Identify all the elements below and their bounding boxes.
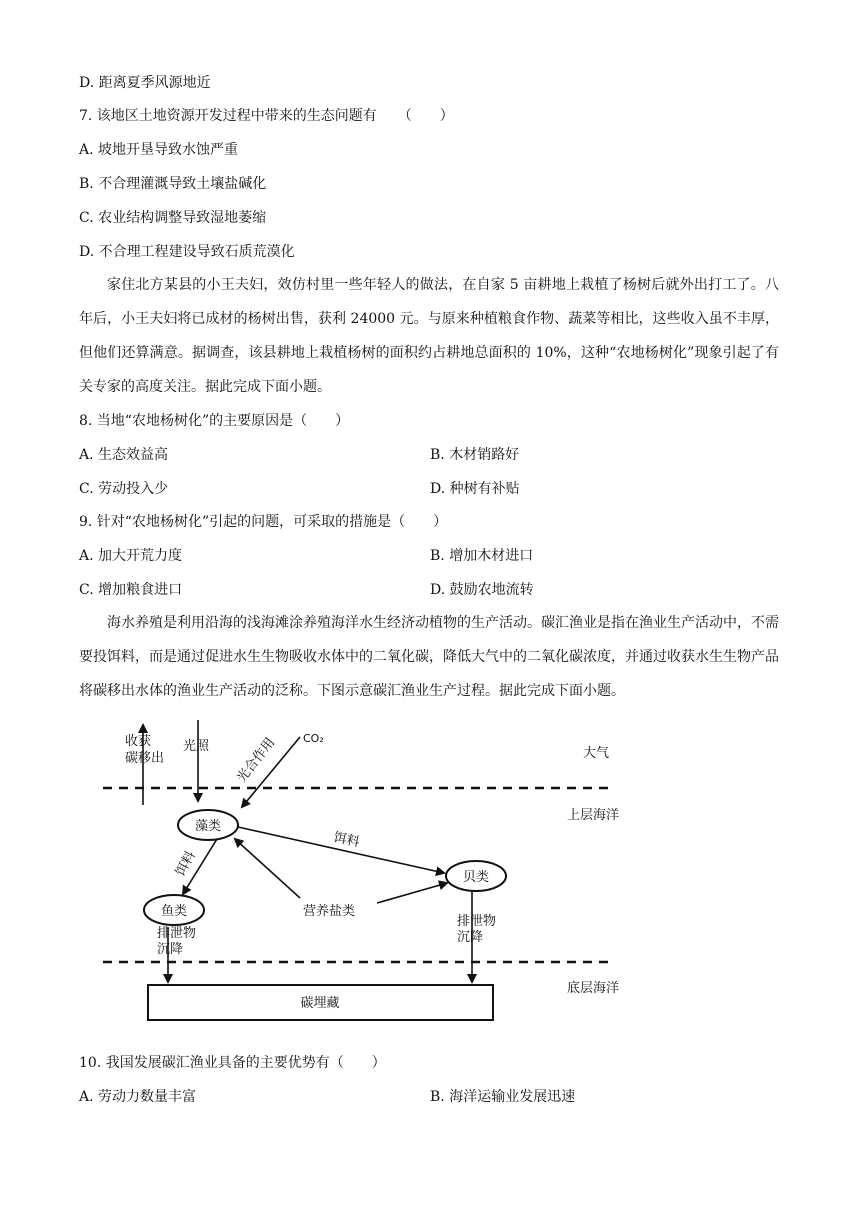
nutrients-label: 营养盐类	[303, 904, 356, 919]
shellfish-label: 贝类	[462, 870, 490, 885]
q9-option-b: B. 增加木材进口	[430, 548, 534, 564]
q10-option-b: B. 海洋运输业发展迅速	[430, 1089, 576, 1105]
feed-label-shellfish: 饵料	[332, 830, 361, 851]
passage-poplar: 家住北方某县的小王夫妇，效仿村里一些年轻人的做法，在自家 5 亩耕地上栽植了杨树后就外出打工了。八年后，小王夫妇将已成材的杨树出售，获利 24000 元。与原来种植粮食作物、蔬菜等相比，这些收入虽不丰厚，但他们还算满意。据调查，该县耕地上栽植杨树的面积约占耕地总面积的 10%，这种“农地杨树化”现象引起了有关专家的高度关注。据此完成下面小题。	[79, 277, 779, 395]
q10-option-a: A. 劳动力数量丰富	[79, 1089, 197, 1105]
passage-carbon-fishery: 海水养殖是利用沿海的浅海滩涂养殖海洋水生经济动植物的生产活动。碳汇渔业是指在渔业生产活动中，不需要投饵料，而是通过促进水生生物吸收水体中的二氧化碳，降低大气中的二氧化碳浓度，并通过收获水生生物产品将碳移出水体的渔业生产活动的泛称。下图示意碳汇渔业生产过程。据此完成下面小题。	[79, 615, 779, 699]
light-label: 光照	[183, 739, 210, 754]
q6-option-d: D. 距离夏季风源地近	[79, 75, 211, 91]
feed-label-fish: 饵料	[173, 848, 199, 879]
q9-stem: 9. 针对“农地杨树化”引起的问题，可采取的措施是（ ）	[79, 514, 448, 530]
q7-option-d: D. 不合理工程建设导致石质荒漠化	[79, 244, 295, 260]
fish-label: 鱼类	[160, 904, 188, 919]
q7-stem: 7. 该地区土地资源开发过程中带来的生态问题有 （ ）	[79, 108, 454, 124]
q8-option-b: B. 木材销路好	[430, 447, 520, 463]
q8-option-c: C. 劳动投入少	[79, 481, 169, 497]
atmosphere-label: 大气	[583, 746, 610, 761]
q9-option-d: D. 鼓励农地流转	[430, 582, 534, 598]
q8-option-d: D. 种树有补贴	[430, 481, 520, 497]
shellfish-excreta-label: 排泄物	[457, 914, 497, 929]
q9-option-c: C. 增加粮食进口	[79, 582, 183, 598]
q7-option-b: B. 不合理灌溉导致土壤盐碱化	[79, 176, 267, 192]
q8-option-a: A. 生态效益高	[79, 447, 169, 463]
shellfish-sedimentation-label: 沉降	[457, 930, 484, 945]
q7-option-c: C. 农业结构调整导致湿地萎缩	[79, 210, 267, 226]
q7-option-a: A. 坡地开垦导致水蚀严重	[79, 142, 239, 158]
q9-option-a: A. 加大开荒力度	[79, 548, 183, 564]
fish-sedimentation-label: 沉降	[157, 942, 184, 957]
carbon-removal-label: 碳移出	[125, 751, 165, 766]
nutrients-arrow-shellfish	[377, 883, 447, 903]
upper-ocean-label: 上层海洋	[567, 808, 620, 823]
carbon-burial-label: 碳埋藏	[300, 996, 340, 1011]
q10-stem: 10. 我国发展碳汇渔业具备的主要优势有（ ）	[79, 1055, 386, 1071]
q8-stem: 8. 当地“农地杨树化”的主要原因是（ ）	[79, 413, 350, 429]
harvest-label: 收获	[125, 734, 152, 749]
algae-label: 藻类	[194, 819, 222, 834]
fish-excreta-label: 排泄物	[157, 926, 197, 941]
co2-label: CO₂	[303, 732, 324, 745]
carbon-fishery-diagram	[95, 715, 655, 1035]
bottom-ocean-label: 底层海洋	[567, 981, 620, 996]
nutrients-arrow-algae	[235, 839, 300, 898]
photosynthesis-label: 光合作用	[234, 735, 279, 786]
